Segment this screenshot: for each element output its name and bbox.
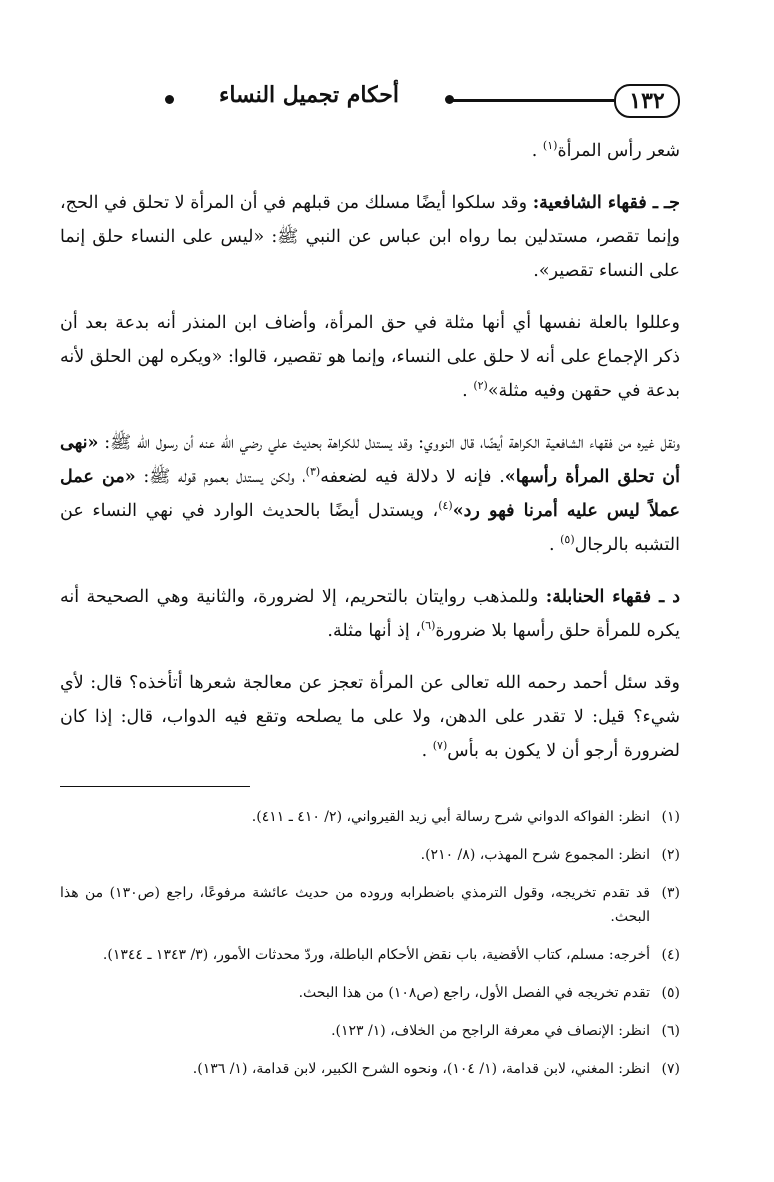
footnote-ref[interactable]: (٦)	[420, 619, 436, 633]
footnote-number: (٢)	[661, 847, 680, 863]
footnote-text: أخرجه: مسلم، كتاب الأقضية، باب نقض الأحكام الباطلة، وردّ محدثات الأمور، (٣/ ١٣٤٣ ـ ١٣٤٤).	[102, 947, 650, 963]
page-number: ١٣٢	[614, 84, 680, 118]
running-title: أحكام تجميل النساء	[219, 82, 399, 108]
footnote-ref[interactable]: (٧)	[432, 739, 448, 753]
page-header	[60, 78, 680, 128]
footnote-number: (٤)	[661, 947, 680, 963]
footnotes	[60, 805, 680, 1081]
hadith-quote: «نهى أن تحلق المرأة رأسها»	[60, 433, 680, 487]
paragraph-2: جـ ـ فقهاء الشافعية: وقد سلكوا أيضًا مسلك من قبلهم في أن المرأة لا تحلق في الحج، وإنما تقصر، مستدلين بما رواه ابن عباس عن النبي ﷺ: «ليس على النساء حلق إنما على النساء تقصير».	[60, 193, 681, 281]
footnote-text: قد تقدم تخريجه، وقول الترمذي باضطرابه وروده من حديث عائشة مرفوعًا، راجع (ص١٣٠) من هذا البحث.	[60, 885, 651, 925]
footnote-number: (٣)	[661, 885, 680, 901]
section-lead-hanbali: د ـ فقهاء الحنابلة:	[545, 587, 680, 607]
paragraph-3: وعللوا بالعلة نفسها أي أنها مثلة في حق المرأة، وأضاف ابن المنذر أنه بدعة بعد أن ذكر الإجماع على أنه لا حلق على النساء، وإنما هو تقصير، قالوا: «ويكره لهن الحلق لأنه بدعة في حقهن وفيه مثلة»$^{(٢)}$ .	[60, 313, 680, 401]
footnote-text: انظر: الفواكه الدواني شرح رسالة أبي زيد القيرواني، (٢/ ٤١٠ ـ ٤١١).	[251, 809, 650, 825]
paragraph-4: ونقل غيره من فقهاء الشافعية الكراهة أيضًا، قال النووي: وقد يستدل للكراهة بحديث علي رضي الله عنه أن رسول الله ﷺ: «نهى أن تحلق المرأة رأسها». فإنه لا دلالة فيه لضعفه$^{(٣)}$، ولكن يستدل بعموم قوله ﷺ: «من عمل عملاً ليس عليه أمرنا فهو رد»$^{(٤)}$، ويستدل أيضًا بالحديث الوارد في نهي النساء عن التشبه بالرجال$^{(٥)}$ .	[60, 433, 680, 555]
footnote-number: (٧)	[661, 1061, 680, 1077]
footnote	[60, 881, 680, 929]
paragraph-1: شعر رأس المرأة$^{(١)}$ .	[531, 139, 680, 161]
footnote	[60, 843, 680, 867]
footnote-text: انظر: المجموع شرح المهذب، (٨/ ٢١٠).	[420, 847, 650, 863]
footnote-number: (١)	[661, 809, 680, 825]
section-lead-shafii: جـ ـ فقهاء الشافعية:	[532, 193, 681, 213]
footnote-ref[interactable]: (٤)	[438, 499, 453, 513]
footnote-text: انظر: المغني، لابن قدامة، (١/ ١٠٤)، ونحوه الشرح الكبير، لابن قدامة، (١/ ١٣٦).	[192, 1061, 650, 1077]
main-text	[60, 134, 680, 768]
footnote	[60, 1057, 680, 1081]
paragraph-5: د ـ فقهاء الحنابلة: وللمذهب روايتان بالتحريم، إلا لضرورة، والثانية وهي الصحيحة أنه يكره للمرأة حلق رأسها بلا ضرورة$^{(٦)}$، إذ أنها مثلة.	[60, 587, 680, 641]
footnote-ref[interactable]: (٣)	[305, 465, 321, 479]
header-rule	[452, 99, 614, 102]
footnote-ref[interactable]: (٢)	[473, 379, 488, 393]
footnote-ref[interactable]: (٥)	[560, 533, 575, 547]
book-page	[60, 78, 680, 1158]
footnote-ref[interactable]: (١)	[542, 139, 558, 153]
hadith-quote: «من عمل عملاً ليس عليه أمرنا فهو رد»	[60, 467, 680, 521]
header-bullet	[445, 95, 454, 104]
footnote	[60, 1019, 680, 1043]
header-bullet	[165, 95, 174, 104]
footnote-separator	[60, 786, 250, 787]
footnote-text: انظر: الإنصاف في معرفة الراجح من الخلاف، (١/ ١٢٣).	[331, 1023, 650, 1039]
footnote-text: تقدم تخريجه في الفصل الأول، راجع (ص١٠٨) من هذا البحث.	[298, 985, 650, 1001]
footnote-number: (٥)	[661, 985, 680, 1001]
footnote	[60, 805, 680, 829]
footnote	[60, 981, 680, 1005]
footnote	[60, 943, 680, 967]
paragraph-6: وقد سئل أحمد رحمه الله تعالى عن المرأة تعجز عن معالجة شعرها أتأخذه؟ قال: لأي شيء؟ قيل: لا تقدر على الدهن، ولا على ما يصلحه وتقع فيه الدواب، قال: إذا كان لضرورة أرجو أن لا يكون به بأس$^{(٧)}$ .	[60, 673, 680, 761]
footnote-number: (٦)	[661, 1023, 680, 1039]
